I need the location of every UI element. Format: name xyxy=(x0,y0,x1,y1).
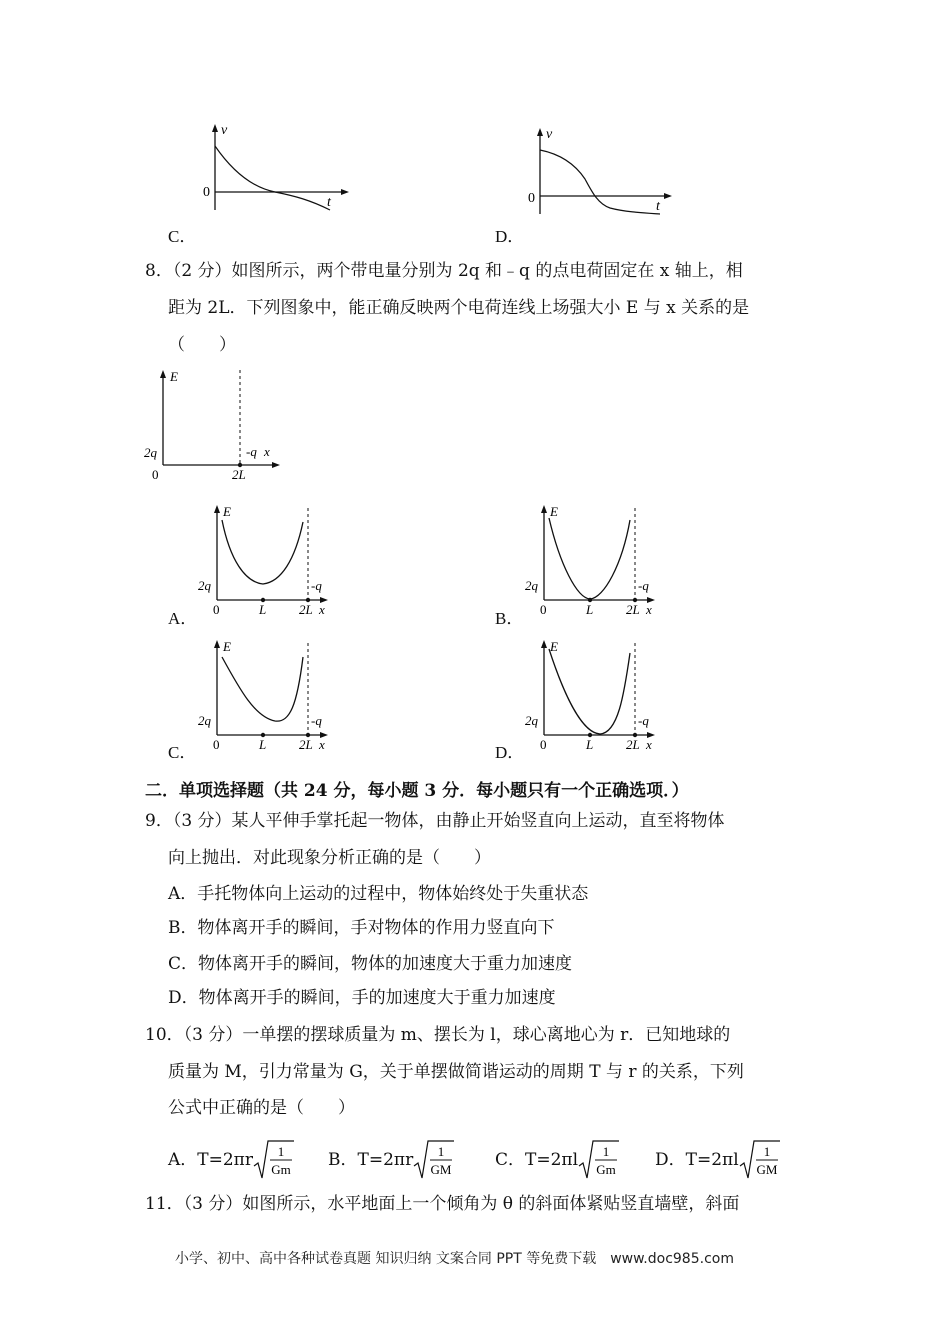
origin-label: 0 xyxy=(203,185,210,200)
frac-den: Gm xyxy=(271,1162,291,1177)
q8-line3: （ ） xyxy=(168,335,236,355)
prev-option-c[interactable]: C． xyxy=(168,227,197,246)
option-label: A． xyxy=(168,1149,198,1170)
q11-line1: 11．（3 分）如图所示，水平地面上一个倾角为 θ 的斜面体紧贴竖直墙壁，斜面 xyxy=(145,1194,740,1214)
x-label: x xyxy=(646,737,652,752)
sqrt-fraction xyxy=(253,1138,295,1182)
L-label: L xyxy=(586,602,594,617)
q9-line1: 9．（3 分）某人平伸手掌托起一物体，由静止开始竖直向上运动，直至将物体 xyxy=(145,811,725,831)
origin-label: 0 xyxy=(540,602,547,617)
origin-label: 0 xyxy=(540,737,547,752)
L-label: L xyxy=(259,602,267,617)
2L-label: 2L xyxy=(299,602,313,617)
q10-line2: 质量为 M，引力常量为 G，关于单摆做简谐运动的周期 T 与 r 的关系，下列 xyxy=(168,1062,744,1082)
q9-option-b[interactable]: B．物体离开手的瞬间，手对物体的作用力竖直向下 xyxy=(168,918,555,938)
v-label: v xyxy=(546,127,553,142)
frac-num: 1 xyxy=(437,1144,445,1159)
footer-text: 小学、初中、高中各种试卷真题 知识归纳 文案合同 PPT 等免费下载 www.doc985.com xyxy=(175,1251,734,1267)
x-label: x xyxy=(646,602,652,617)
v-label: v xyxy=(221,123,228,138)
q10-option-a[interactable] xyxy=(168,1138,295,1182)
frac-den: Gm xyxy=(596,1162,616,1177)
q9-line2: 向上抛出．对此现象分析正确的是（ ） xyxy=(168,848,491,868)
q9-option-d[interactable]: D．物体离开手的瞬间，手的加速度大于重力加速度 xyxy=(168,988,556,1008)
q10-option-b[interactable] xyxy=(328,1138,455,1182)
E-label: E xyxy=(223,504,231,519)
frac-num: 1 xyxy=(763,1144,770,1159)
q8-option-c[interactable]: C． xyxy=(168,743,197,762)
q8-option-b[interactable]: B． xyxy=(495,609,524,628)
q8-option-a[interactable]: A． xyxy=(168,609,198,628)
q2-label: -q xyxy=(311,578,322,593)
q1-label: 2q xyxy=(525,578,538,593)
q9-option-c[interactable]: C．物体离开手的瞬间，物体的加速度大于重力加速度 xyxy=(168,954,573,974)
E-label: E xyxy=(170,369,178,384)
formula-prefix: T=2πr xyxy=(357,1149,414,1170)
q10-option-c[interactable] xyxy=(495,1138,620,1182)
option-label: B． xyxy=(328,1149,358,1170)
q1-label: 2q xyxy=(198,578,211,593)
x-label: x xyxy=(264,444,270,459)
q8-line1: 8．（2 分）如图所示，两个带电量分别为 2q 和﹣q 的点电荷固定在 x 轴上，相 xyxy=(145,261,743,281)
option-label: C． xyxy=(495,1149,526,1170)
frac-num: 1 xyxy=(277,1144,285,1159)
q2-label: -q xyxy=(246,444,257,459)
sqrt-fraction xyxy=(739,1138,781,1182)
prev-graph-c xyxy=(195,120,355,215)
q8-graph-a xyxy=(195,500,345,620)
q8-line2: 距为 2L．下列图象中，能正确反映两个电荷连线上场强大小 E 与 x 关系的是 xyxy=(168,298,750,318)
q10-option-d[interactable] xyxy=(655,1138,781,1182)
E-label: E xyxy=(223,639,231,654)
x-label: x xyxy=(319,602,325,617)
section-heading: 二．单项选择题（共 24 分，每小题 3 分．每小题只有一个正确选项．） xyxy=(145,781,689,801)
2L-label: 2L xyxy=(299,737,313,752)
origin-label: 0 xyxy=(213,602,220,617)
origin-label: 0 xyxy=(213,737,220,752)
t-label: t xyxy=(327,195,331,210)
q2-label: -q xyxy=(638,713,649,728)
q1-label: 2q xyxy=(144,445,157,460)
q2-label: -q xyxy=(311,713,322,728)
q8-graph-d xyxy=(522,635,672,755)
2L-label: 2L xyxy=(626,602,640,617)
E-label: E xyxy=(550,504,558,519)
prev-option-d[interactable]: D． xyxy=(495,227,525,246)
sqrt-fraction xyxy=(413,1138,455,1182)
frac-den: GM xyxy=(430,1162,452,1177)
frac-den: GM xyxy=(756,1162,778,1177)
t-label: t xyxy=(656,199,660,214)
L-label: L xyxy=(259,737,267,752)
q8-graph-c xyxy=(195,635,345,755)
q8-graph-b xyxy=(522,500,672,620)
x-label: x xyxy=(319,737,325,752)
prev-graph-d xyxy=(520,124,680,219)
q10-line1: 10．（3 分）一单摆的摆球质量为 m、摆长为 l，球心离地心为 r．已知地球的 xyxy=(145,1025,731,1045)
q9-option-a[interactable]: A．手托物体向上运动的过程中，物体始终处于失重状态 xyxy=(168,884,589,904)
formula-prefix: T=2πl xyxy=(525,1149,579,1170)
q1-label: 2q xyxy=(198,713,211,728)
dist-label: 2L xyxy=(232,467,246,482)
E-label: E xyxy=(550,639,558,654)
origin-label: 0 xyxy=(152,467,159,482)
sqrt-fraction xyxy=(578,1138,620,1182)
origin-label: 0 xyxy=(528,191,535,206)
q8-setup-diagram xyxy=(140,365,290,485)
2L-label: 2L xyxy=(626,737,640,752)
option-label: D． xyxy=(655,1149,686,1170)
frac-num: 1 xyxy=(602,1144,610,1159)
L-label: L xyxy=(586,737,594,752)
q10-line3: 公式中正确的是（ ） xyxy=(168,1098,355,1118)
q8-option-d[interactable]: D． xyxy=(495,743,525,762)
q1-label: 2q xyxy=(525,713,538,728)
formula-prefix: T=2πr xyxy=(197,1149,253,1170)
q2-label: -q xyxy=(638,578,649,593)
formula-prefix: T=2πl xyxy=(685,1149,739,1170)
